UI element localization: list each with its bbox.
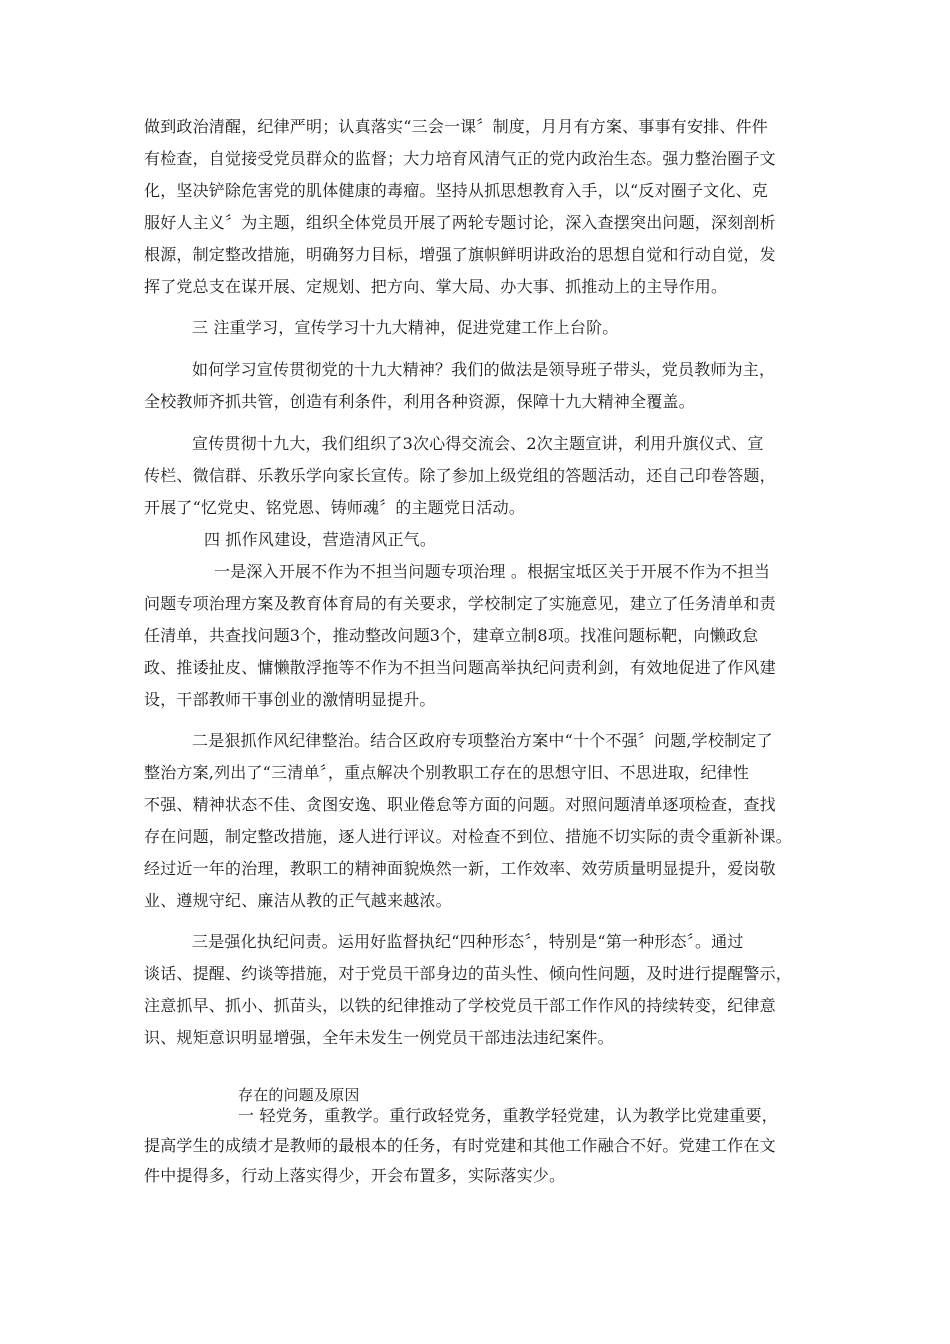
text-line: 识、规矩意识明显增强，全年未发生一例党员干部违法违纪案件。 (144, 1028, 614, 1047)
text-line: 政、推诿扯皮、慵懒散浮拖等不作为不担当问题高举执纪问责利剑，有效地促进了作风建 (144, 658, 776, 677)
text-line: 经过近一年的治理，教职工的精神面貌焕然一新，工作效率、效劳质量明显提升，爱岗敬 (144, 859, 776, 878)
text-line: 开展了“忆党史、铭党恩、铸师魂〞的主题党日活动。 (144, 498, 525, 517)
text-line: 挥了党总支在谋开展、定规划、把方向、掌大局、办大事、抓推动上的主导作用。 (144, 277, 728, 296)
section-heading: 存在的问题及原因 (238, 1086, 360, 1104)
text-line: 传栏、微信群、乐教乐学向家长宣传。除了参加上级党组的答题活动，还自己印卷答题， (144, 466, 776, 485)
text-line: 根源，制定整改措施，明确努力目标，增强了旗帜鲜明讲政治的思想自觉和行动自觉，发 (144, 245, 776, 264)
text-line: 不强、精神状态不佳、贪图安逸、职业倦怠等方面的问题。对照问题清单逐项检查，查找 (144, 795, 776, 814)
text-line: 化，坚决铲除危害党的肌体健康的毒瘤。坚持从抓思想教育入手，以“反对圈子文化、克 (144, 181, 768, 200)
text-line: 宣传贯彻十九大，我们组织了3次心得交流会、2次主题宣讲，利用升旗仪式、宣 (192, 434, 764, 453)
text-line: 整治方案,列出了“三清单〞，重点解决个别教职工存在的思想守旧、不思进取，纪律性 (144, 763, 750, 782)
text-line: 做到政治清醒，纪律严明；认真落实“三会一课〞制度，月月有方案、事事有安排、件件 (144, 117, 768, 136)
text-line: 如何学习宣传贯彻党的十九大精神？我们的做法是领导班子带头，党员教师为主， (192, 360, 776, 379)
text-line: 业、遵规守纪、廉洁从教的正气越来越浓。 (144, 891, 452, 910)
text-line: 注意抓早、抓小、抓苗头，以铁的纪律推动了学校党员干部工作作风的持续转变，纪律意 (144, 996, 776, 1015)
text-line: 提高学生的成绩才是教师的最根本的任务，有时党建和其他工作融合不好。党建工作在文 (144, 1136, 776, 1155)
text-line: 任清单，共查找问题3个，推动整改问题3个，建章立制8项。找准问题标靶，向懒政怠 (144, 626, 759, 645)
text-line: 一 轻党务，重教学。重行政轻党务，重教学轻党建，认为教学比党建重要， (238, 1106, 778, 1125)
text-line: 全校教师齐抓共管，创造有利条件，利用各种资源，保障十九大精神全覆盖。 (144, 392, 695, 411)
text-line: 件中提得多，行动上落实得少，开会布置多，实际落实少。 (144, 1166, 566, 1185)
text-line: 问题专项治理方案及教育体育局的有关要求，学校制定了实施意见，建立了任务清单和责 (144, 594, 776, 613)
text-line: 三是强化执纪问责。运用好监督执纪“四种形态〞，特别是“第一种形态〞。通过 (192, 932, 744, 951)
section-heading: 四 抓作风建设，营造清风正气。 (204, 530, 437, 549)
section-heading: 三 注重学习，宣传学习十九大精神，促进党建工作上台阶。 (192, 318, 619, 337)
text-line: 有检查，自觉接受党员群众的监督；大力培育风清气正的党内政治生态。强力整治圈子文 (144, 149, 776, 168)
text-line: 设，干部教师干事创业的激情明显提升。 (144, 690, 436, 709)
text-line: 一是深入开展不作为不担当问题专项治理 。根据宝坻区关于开展不作为不担当 (214, 562, 771, 581)
text-line: 服好人主义〞为主题，组织全体党员开展了两轮专题讨论，深入查摆突出问题，深刻剖析 (144, 213, 776, 232)
text-line: 二是狠抓作风纪律整治。结合区政府专项整治方案中“十个不强〞问题,学校制定了 (192, 731, 773, 750)
text-line: 存在问题，制定整改措施，逐人进行评议。对检查不到位、措施不切实际的责令重新补课。 (144, 827, 793, 846)
text-line: 谈话、提醒、约谈等措施，对于党员干部身边的苗头性、倾向性问题，及时进行提醒警示， (144, 964, 793, 983)
